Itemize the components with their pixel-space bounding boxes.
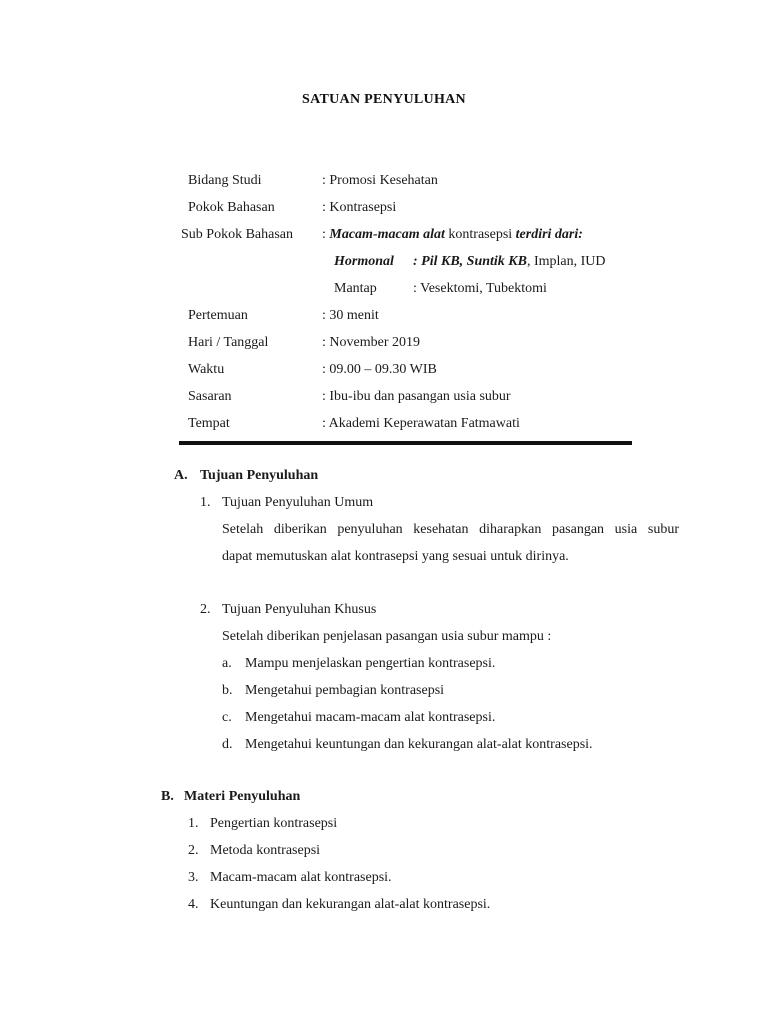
sub-pokok-part1: Macam-macam alat [329, 227, 445, 242]
sub-pokok-part2: kontrasepsi [444, 227, 516, 242]
page-title: SATUAN PENYULUHAN [302, 92, 466, 107]
materi-item-4-text: Keuntungan dan kekurangan alat-alat kontrasepsi. [210, 897, 491, 912]
materi-item-1-number: 1. [188, 816, 199, 831]
section-b-heading: Materi Penyuluhan [184, 789, 301, 804]
hormonal-pil-suntik: : Pil KB, Suntik KB [413, 254, 527, 269]
point-d-text: Mengetahui keuntungan dan kekurangan alat-alat kontrasepsi. [245, 737, 593, 752]
section-a-item2-intro: Setelah diberikan penjelasan pasangan usia subur mampu : [222, 629, 552, 644]
materi-item-3-text: Macam-macam alat kontrasepsi. [210, 870, 392, 885]
label-hormonal: Hormonal [334, 254, 394, 269]
point-a-letter: a. [222, 656, 232, 671]
label-sub-pokok-bahasan: Sub Pokok Bahasan [181, 227, 293, 242]
label-mantap: Mantap [334, 281, 377, 296]
label-pokok-bahasan: Pokok Bahasan [188, 200, 275, 215]
hormonal-rest: , Implan, IUD [526, 254, 606, 269]
section-a-item1-title: Tujuan Penyuluhan Umum [222, 495, 374, 510]
sub-pokok-colon: : [322, 227, 330, 242]
label-bidang-studi: Bidang Studi [188, 173, 262, 188]
label-waktu: Waktu [188, 362, 225, 377]
label-hari-tanggal: Hari / Tanggal [188, 335, 269, 350]
materi-item-1-text: Pengertian kontrasepsi [210, 816, 338, 831]
point-d-letter: d. [222, 737, 233, 752]
materi-item-2-number: 2. [188, 843, 199, 858]
materi-item-3-number: 3. [188, 870, 199, 885]
section-b-letter: B. [161, 789, 174, 804]
value-pokok-bahasan: : Kontrasepsi [322, 200, 397, 215]
point-c-text: Mengetahui macam-macam alat kontrasepsi. [245, 710, 496, 725]
value-hari-tanggal: : November 2019 [322, 335, 420, 350]
value-bidang-studi: : Promosi Kesehatan [322, 173, 438, 188]
section-a-item2-title: Tujuan Penyuluhan Khusus [222, 602, 377, 617]
label-pertemuan: Pertemuan [188, 308, 248, 323]
point-a-text: Mampu menjelaskan pengertian kontrasepsi. [245, 656, 496, 671]
section-a-item2-number: 2. [200, 602, 211, 617]
point-c-letter: c. [222, 710, 232, 725]
label-tempat: Tempat [188, 416, 230, 431]
value-tempat: : Akademi Keperawatan Fatmawati [322, 416, 520, 431]
materi-item-4-number: 4. [188, 897, 199, 912]
section-a-item1-line2: dapat memutuskan alat kontrasepsi yang sesuai untuk dirinya. [222, 549, 569, 564]
point-b-text: Mengetahui pembagian kontrasepsi [245, 683, 445, 698]
point-b-letter: b. [222, 683, 233, 698]
value-mantap: : Vesektomi, Tubektomi [413, 281, 547, 296]
value-sub-pokok-bahasan [322, 227, 583, 243]
materi-item-2-text: Metoda kontrasepsi [210, 843, 321, 858]
value-waktu: : 09.00 – 09.30 WIB [322, 362, 437, 377]
horizontal-divider [179, 441, 632, 445]
section-a-item1-line1: Setelah diberikan penyuluhan kesehatan diharapkan pasangan usia subur [222, 522, 679, 537]
section-a-item1-number: 1. [200, 495, 211, 510]
section-a-letter: A. [174, 468, 188, 483]
value-pertemuan: : 30 menit [322, 308, 379, 323]
section-a-heading: Tujuan Penyuluhan [200, 468, 319, 483]
sub-pokok-part3: terdiri dari: [515, 227, 583, 242]
label-sasaran: Sasaran [188, 389, 232, 404]
value-sasaran: : Ibu-ibu dan pasangan usia subur [322, 389, 511, 404]
value-hormonal [413, 254, 606, 270]
